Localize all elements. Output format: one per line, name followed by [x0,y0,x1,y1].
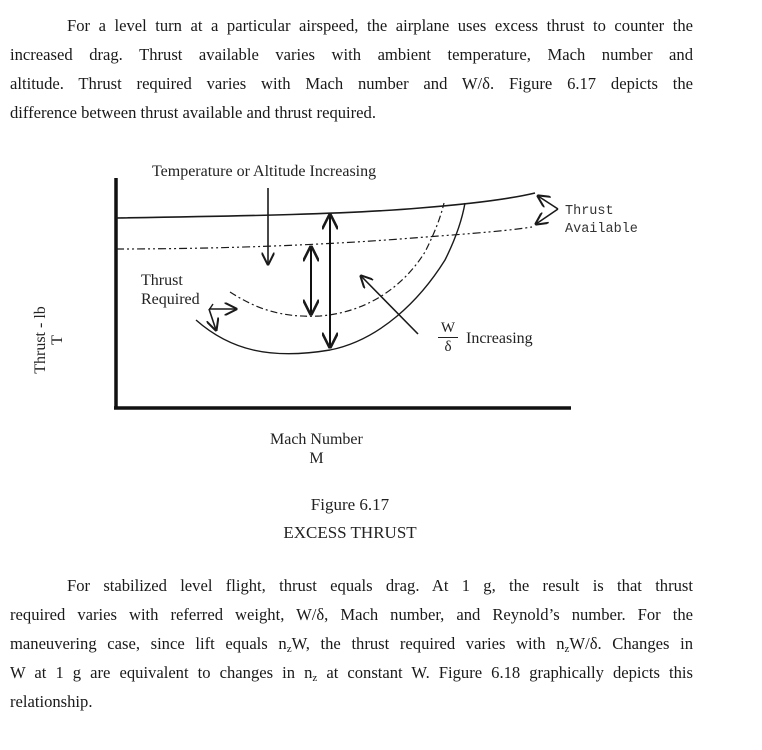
x-axis-symbol: M [309,450,324,467]
thrust-available-pointer-upper [538,196,558,209]
y-axis-symbol: T [49,335,66,345]
paragraph-line: altitude. Thrust required varies with Mach number and W/δ. Figure 6.17 depicts the [10,74,693,93]
paragraph-line: required varies with referred weight, W/δ, Mach number, and Reynold’s number. For the [10,605,693,624]
text-run: maneuvering case, since lift equals n [10,634,287,653]
w-delta-increasing-label: Increasing [466,330,533,347]
paragraph-line: relationship. [10,692,93,711]
y-axis-title: Thrust - lb [32,306,49,374]
figure-number: Figure 6.17 [310,495,390,514]
thrust-available-label-line: Thrust [565,204,614,219]
subscript: z [564,643,570,655]
paragraph-line [10,658,693,687]
paragraph-line: For a level turn at a particular airspeed, the airplane uses excess thrust to counter the [67,16,693,35]
figure-excess-thrust [0,150,762,467]
thrust-available-curve-solid [116,193,535,218]
text-run: W, the thrust required varies with n [291,634,565,653]
text-run: W at 1 g are equivalent to changes in n [10,663,313,682]
figure-caption [0,491,700,547]
figure-title: EXCESS THRUST [283,523,417,542]
thrust-required-pointer-to-solid [209,309,216,330]
subscript: z [312,672,318,684]
thrust-required-label-line: Required [141,291,200,308]
paragraph-line: increased drag. Thrust available varies with ambient temperature, Mach number and [10,45,693,64]
w-delta-fraction [438,320,458,355]
w-delta-denominator: δ [444,339,452,355]
thrust-required-label-line: Thrust [141,272,183,289]
intro-paragraph [10,11,693,127]
thrust-available-label-line: Available [565,222,638,237]
y-axis-label [32,290,66,390]
w-delta-numerator: W [440,320,456,336]
paragraph-line: difference between thrust available and thrust required. [10,103,376,122]
excess-thrust-diagram [0,150,762,450]
paragraph-line: For stabilized level flight, thrust equals drag. At 1 g, the result is that thrust [67,576,693,595]
text-run: W/δ. Changes in [569,634,694,653]
thrust-available-curve-dashed [116,227,532,249]
thrust-required-curve-dashed [230,203,444,316]
x-axis-title: Mach Number [270,431,363,448]
temperature-altitude-label: Temperature or Altitude Increasing [152,163,377,180]
x-axis-label [270,430,363,468]
body-paragraph [10,571,693,716]
fraction-bar [438,337,458,338]
text-run: at constant W. Figure 6.18 graphically depicts this [317,663,693,682]
paragraph-line [10,629,693,658]
subscript: z [286,643,292,655]
thrust-available-pointer-lower [536,209,558,224]
thrust-available-label [565,203,638,239]
thrust-required-label [141,271,200,309]
